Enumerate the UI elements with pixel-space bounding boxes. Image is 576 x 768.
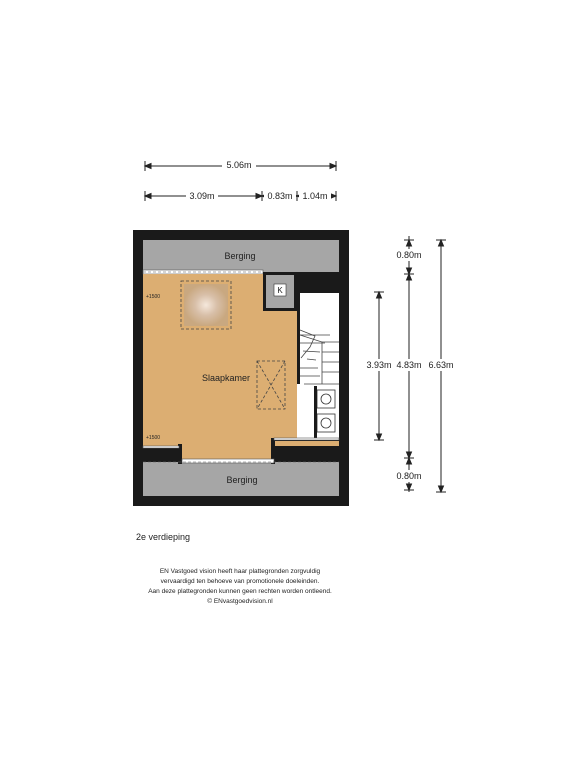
dim-right-middle: 4.83m bbox=[396, 360, 422, 370]
dryer-icon bbox=[317, 414, 335, 432]
level-top: +1500 bbox=[146, 294, 161, 300]
dim-top-total: 5.06m bbox=[226, 160, 252, 170]
window-bottom bbox=[182, 459, 274, 463]
floor-title: 2e verdieping bbox=[136, 532, 191, 542]
storage-top-label: Berging bbox=[224, 251, 256, 261]
dim-top-segment-3: 1.04m bbox=[302, 191, 328, 201]
washing-machine-icon bbox=[317, 390, 335, 408]
storage-bottom-label: Berging bbox=[226, 475, 258, 485]
disclaimer-line: vervaardigd ten behoeve van promotionele doeleinden. bbox=[160, 578, 320, 585]
dim-right-top: 0.80m bbox=[396, 250, 422, 260]
bedroom-label: Slaapkamer bbox=[201, 373, 251, 383]
disclaimer bbox=[120, 567, 360, 607]
dim-right-bottom: 0.80m bbox=[396, 471, 422, 481]
dim-top-segment-2: 0.83m bbox=[267, 191, 293, 201]
disclaimer-line: Aan deze plattegronden kunnen geen rechten worden ontleend. bbox=[148, 588, 332, 595]
dim-top-segment-1: 3.09m bbox=[189, 191, 215, 201]
level-bottom: +1500 bbox=[146, 435, 161, 441]
dim-right-total: 6.63m bbox=[428, 360, 454, 370]
disclaimer-line: EN Vastgoed vision heeft haar plattegronden zorgvuldig bbox=[159, 568, 321, 575]
disclaimer-line: © ENvastgoedvision.nl bbox=[207, 598, 273, 605]
closet-label: K bbox=[277, 286, 283, 295]
dim-right-stair: 3.93m bbox=[366, 360, 392, 370]
